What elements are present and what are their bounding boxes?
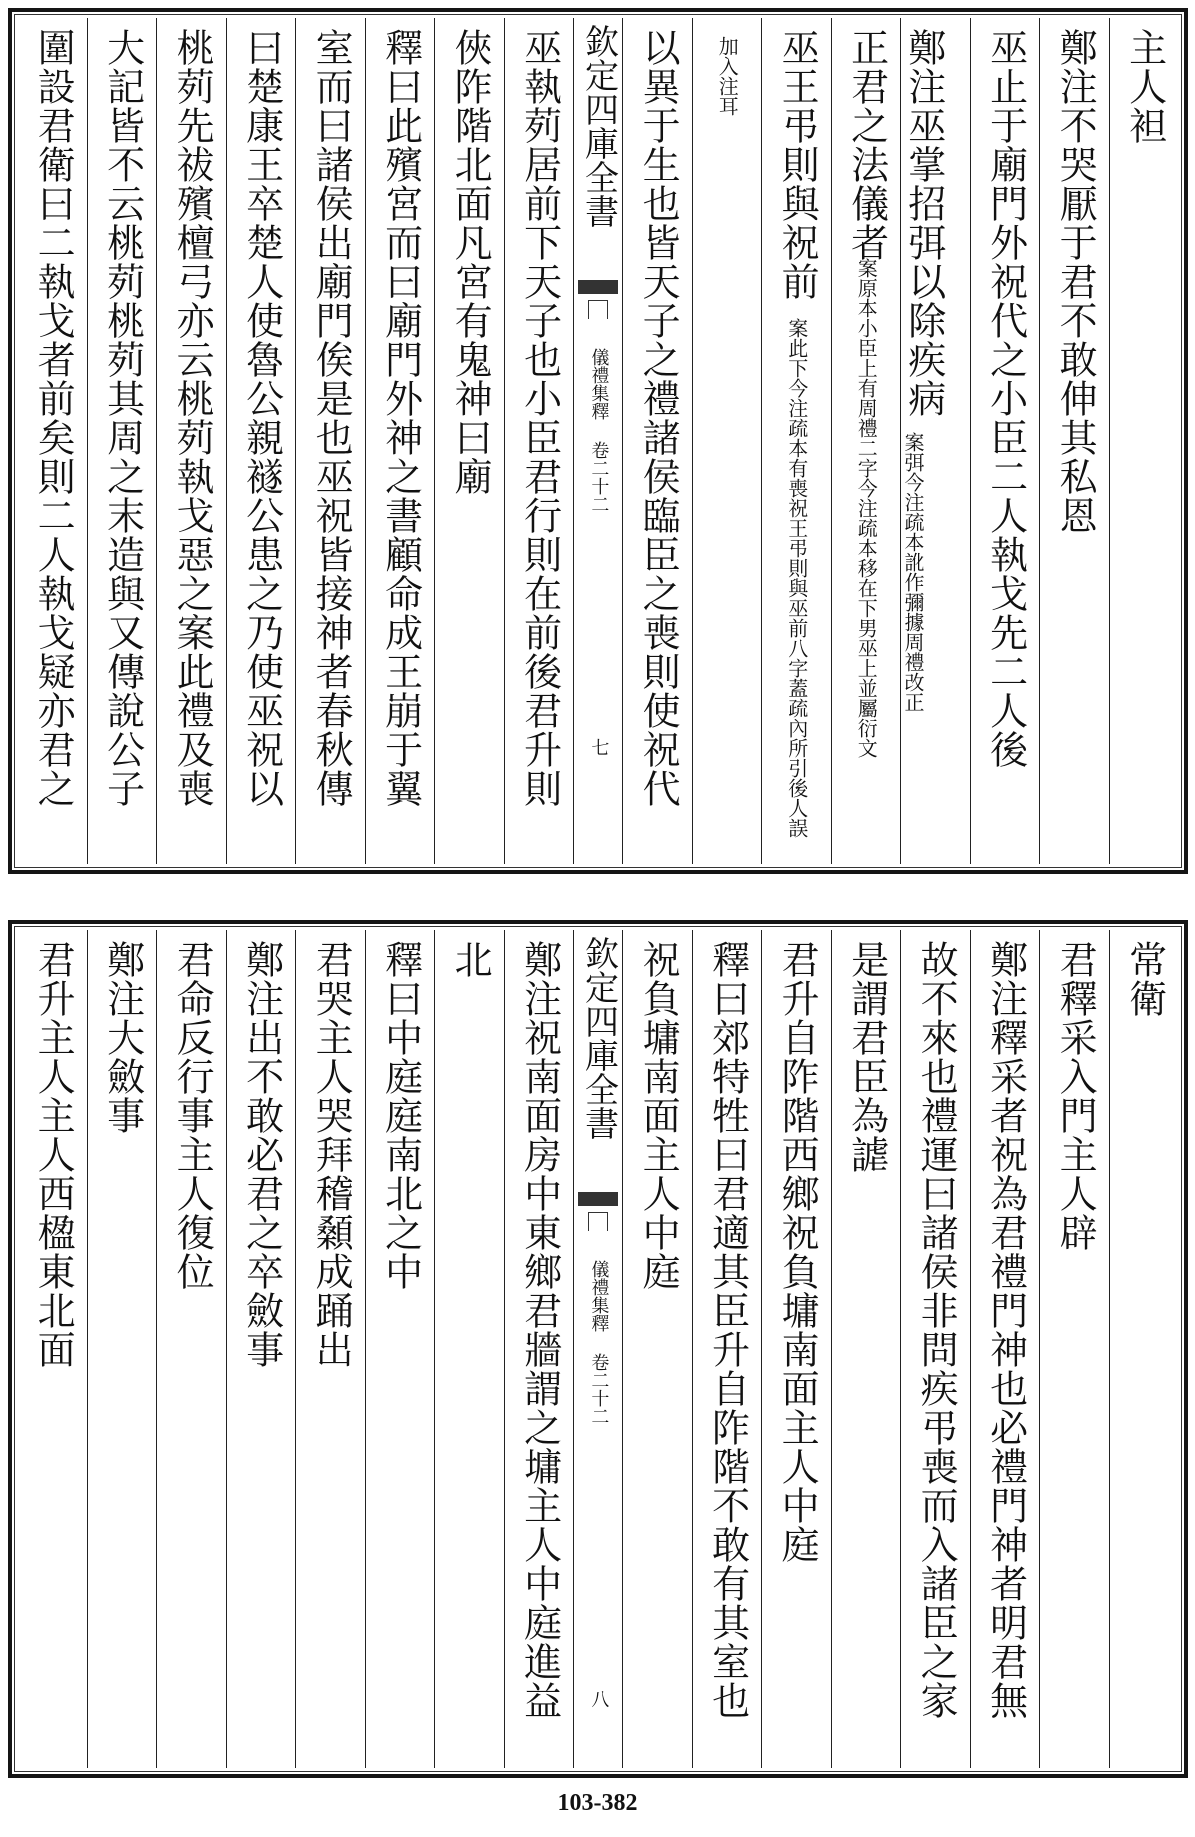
page-number: 八 (588, 1690, 610, 1708)
text-column (831, 18, 901, 864)
column-text: 俠阼階北面凡宮有鬼神曰廟 (448, 28, 493, 496)
column-note: 案原本小臣上有周禮二字今注疏本移在下男巫上並屬衍文 (854, 258, 879, 758)
text-column (970, 18, 1040, 864)
text-column (622, 18, 692, 864)
column-note: 案弭今注疏本訛作彌據周禮改正 (901, 432, 925, 712)
margin-band (578, 280, 618, 294)
column-text: 圍設君衛曰二執戈者前矣則二人執戈疑亦君之 (31, 28, 76, 808)
text-column (970, 930, 1040, 1768)
column-text: 鄭注不哭厭于君不敢伸其私恩 (1053, 28, 1098, 535)
text-column (1039, 930, 1109, 1768)
column-text: 曰楚康王卒楚人使魯公親襚公患之乃使巫祝以 (239, 28, 284, 808)
text-column (156, 18, 226, 864)
volume-label: 儀禮集釋 卷二十二 (588, 1260, 610, 1425)
column-text: 巫王弔則與祝前 (775, 28, 820, 301)
column-text: 鄭注大斂事 (100, 940, 145, 1135)
column-text: 以異于生也皆天子之禮諸侯臨臣之喪則使祝代 (636, 28, 681, 808)
column-note: 案此下今注疏本有喪祝王弔則與巫前八字蓋疏內所引後人誤 (784, 318, 809, 838)
column-text: 常衛 (1122, 940, 1167, 1018)
text-column (900, 18, 970, 864)
book-title: 欽定四庫全書 (578, 936, 619, 1140)
text-column (434, 18, 504, 864)
column-text: 釋曰中庭庭南北之中 (378, 940, 423, 1291)
text-column (761, 18, 831, 864)
page-number: 七 (588, 738, 610, 756)
text-column (365, 18, 435, 864)
text-column (692, 18, 762, 864)
text-column (226, 930, 296, 1768)
column-text: 正君之法儀者 (844, 28, 889, 262)
text-column (87, 18, 157, 864)
top-page (8, 8, 1188, 874)
text-column (434, 930, 504, 1768)
book-title: 欽定四庫全書 (578, 24, 619, 228)
text-column (18, 930, 87, 1768)
column-text: 巫止于廟門外祝代之小臣二人執戈先二人後 (983, 28, 1028, 769)
column-text: 北 (448, 940, 493, 979)
column-text: 故不來也禮運曰諸侯非問疾弔喪而入諸臣之家 (914, 940, 959, 1720)
text-column (831, 930, 901, 1768)
column-text: 君升主人主人西楹東北面 (31, 940, 76, 1369)
column-text: 桃茢先祓殯檀弓亦云桃茢執戈惡之案此禮及喪 (170, 28, 215, 808)
center-margin (573, 18, 622, 864)
margin-band (578, 1192, 618, 1206)
page-footer-number: 103-382 (557, 1790, 638, 1816)
text-column (365, 930, 435, 1768)
column-text: 釋曰此殯宮而曰廟門外神之書顧命成王崩于翼 (378, 28, 423, 808)
text-column (226, 18, 296, 864)
top-page-columns (18, 18, 1178, 864)
bottom-page-columns (18, 930, 1178, 1768)
column-text: 鄭注出不敢必君之卒斂事 (239, 940, 284, 1369)
column-note: 加入注耳 (715, 36, 740, 116)
text-column (504, 18, 574, 864)
column-text: 祝負墉南面主人中庭 (636, 940, 681, 1291)
text-column (295, 18, 365, 864)
text-column (18, 18, 87, 864)
text-column (1109, 930, 1179, 1768)
fish-tail-mark (588, 1212, 608, 1231)
column-text: 巫執茢居前下天子也小臣君行則在前後君升則 (517, 28, 562, 808)
column-text: 君命反行事主人復位 (170, 940, 215, 1291)
text-column (1109, 18, 1179, 864)
column-text: 是謂君臣為謔 (844, 940, 889, 1174)
text-column (1039, 18, 1109, 864)
column-text: 鄭注巫掌招弭以除疾病 (901, 28, 946, 418)
column-text: 室而曰諸侯出廟門俟是也巫祝皆接神者春秋傳 (309, 28, 354, 808)
column-text: 君釋采入門主人辟 (1053, 940, 1098, 1252)
text-column (900, 930, 970, 1768)
text-column (692, 930, 762, 1768)
column-text: 釋曰郊特牲曰君適其臣升自阼階不敢有其室也 (705, 940, 750, 1720)
text-column (761, 930, 831, 1768)
fish-tail-mark (588, 300, 608, 319)
column-text: 鄭注釋采者祝為君禮門神也必禮門神者明君無 (983, 940, 1028, 1720)
center-margin (573, 930, 622, 1768)
column-text: 大記皆不云桃茢桃茢其周之末造與又傳說公子 (100, 28, 145, 808)
text-column (87, 930, 157, 1768)
text-column (295, 930, 365, 1768)
column-text: 主人袒 (1122, 28, 1167, 145)
volume-label: 儀禮集釋 卷二十二 (588, 348, 610, 513)
bottom-page (8, 920, 1188, 1778)
column-text: 君哭主人哭拜稽顙成踊出 (309, 940, 354, 1369)
column-text: 鄭注祝南面房中東鄉君牆謂之墉主人中庭進益 (517, 940, 562, 1720)
column-text: 君升自阼階西鄉祝負墉南面主人中庭 (775, 940, 820, 1564)
text-column (622, 930, 692, 1768)
text-column (156, 930, 226, 1768)
text-column (504, 930, 574, 1768)
